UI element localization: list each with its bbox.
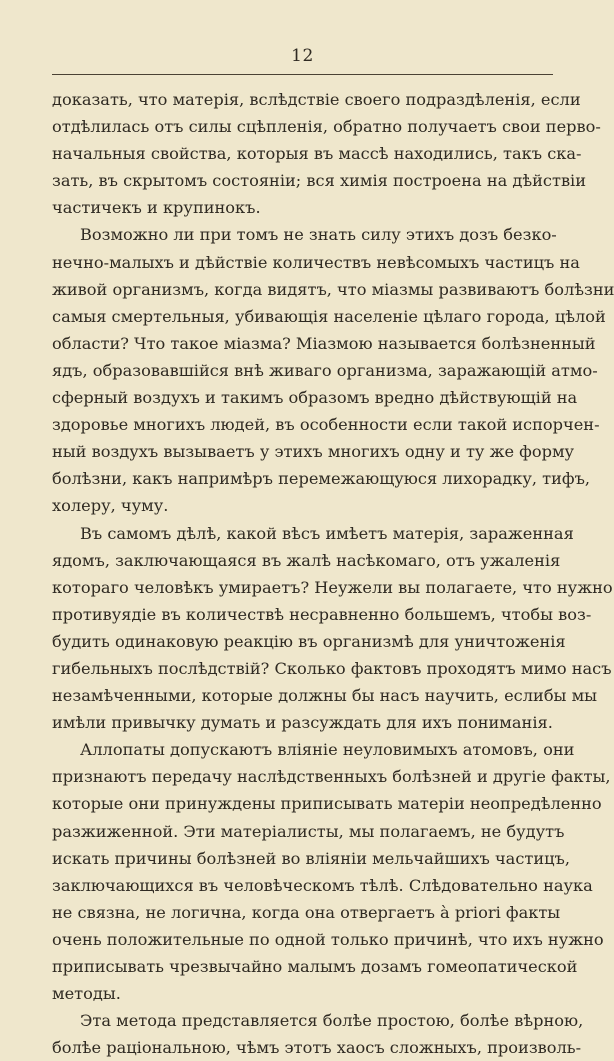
text-line: методы. xyxy=(52,984,121,1004)
text-line: признаютъ передачу наслѣдственныхъ болѣзней и другіе факты, xyxy=(52,767,611,787)
text-line: самыя смертельныя, убивающія населеніе цѣлаго города, цѣлой xyxy=(52,306,606,326)
text-line: ядъ, образовавшійся внѣ живаго организма, заражающій атмо- xyxy=(52,360,598,380)
text-line: холеру, чуму. xyxy=(52,496,169,516)
page-number: 12 xyxy=(291,46,314,66)
text-line: Возможно ли при томъ не знать силу этихъ дозъ безко- xyxy=(80,225,557,245)
text-line: Аллопаты допускаютъ вліяніе неуловимыхъ атомовъ, они xyxy=(80,740,575,760)
text-line: искать причины болѣзней во вліяніи мельчайшихъ частицъ, xyxy=(52,848,570,868)
text-line: разжиженной. Эти матеріалисты, мы полагаемъ, не будутъ xyxy=(52,821,565,841)
text-line: начальныя свойства, которыя въ массѣ находились, такъ ска- xyxy=(52,144,582,164)
text-line: ный воздухъ вызываетъ у этихъ многихъ одну и ту же форму xyxy=(52,442,575,462)
text-line: доказать, что матерія, вслѣдствіе своего подраздѣленія, если xyxy=(52,90,581,109)
text-line: зать, въ скрытомъ состояніи; вся химія построена на дѣйствіи xyxy=(52,171,587,191)
text-line: гибельныхъ послѣдствій? Сколько фактовъ проходятъ мимо насъ xyxy=(52,658,612,678)
text-line: частичекъ и крупинокъ. xyxy=(52,198,261,218)
text-line: которые они принуждены приписывать матеріи неопредѣленно xyxy=(52,794,602,814)
text-line: болѣзни, какъ напримѣръ перемежающуюся лихорадку, тифъ, xyxy=(52,469,591,489)
text-line: заключающихся въ человѣческомъ тѣлѣ. Слѣдовательно наука xyxy=(52,875,593,895)
text-line: незамѣченными, которые должны бы насъ научить, еслибы мы xyxy=(52,686,598,706)
text-line: Эта метода представляется болѣе простою, болѣе вѣрною, xyxy=(80,1011,584,1031)
text-line: приписывать чрезвычайно малымъ дозамъ гомеопатической xyxy=(52,957,578,976)
body-text xyxy=(52,86,614,1061)
text-line: сферный воздухъ и такимъ образомъ вредно дѣйствующій на xyxy=(52,388,578,408)
text-line: котораго человѣкъ умираетъ? Неужели вы полагаете, что нужно xyxy=(52,577,613,597)
text-line: очень положительные по одной только причинѣ, что ихъ нужно xyxy=(52,929,604,949)
text-line: будить одинаковую реакцію въ организмѣ для уничтоженія xyxy=(52,631,566,651)
header-rule xyxy=(52,74,553,75)
text-line: имѣли привычку думать и разсуждать для ихъ пониманія. xyxy=(52,713,553,733)
text-line: Въ самомъ дѣлѣ, какой вѣсъ имѣетъ матерія, зараженная xyxy=(80,523,574,543)
text-line: ядомъ, заключающаяся въ жалѣ насѣкомаго, отъ ужаленія xyxy=(52,550,561,570)
text-line: противуядіе въ количествѣ несравненно большемъ, чтобы воз- xyxy=(52,604,592,624)
text-line: здоровье многихъ людей, въ особенности если такой испорчен- xyxy=(52,415,600,435)
text-line: отдѣлилась отъ силы сцѣпленія, обратно получаетъ свои перво- xyxy=(52,117,601,137)
text-line: болѣе раціональною, чѣмъ этотъ хаосъ сложныхъ, произволь- xyxy=(52,1038,582,1058)
text-line: не связна, не логична, когда она отвергаетъ à priori факты xyxy=(52,902,561,922)
text-line: области? Что такое міазма? Міазмою называется болѣзненный xyxy=(52,333,596,353)
text-line: нечно-малыхъ и дѣйствіе количествъ невѣсомыхъ частицъ на xyxy=(52,252,580,272)
text-line: живой организмъ, когда видятъ, что міазмы развиваютъ болѣзни xyxy=(52,279,614,299)
